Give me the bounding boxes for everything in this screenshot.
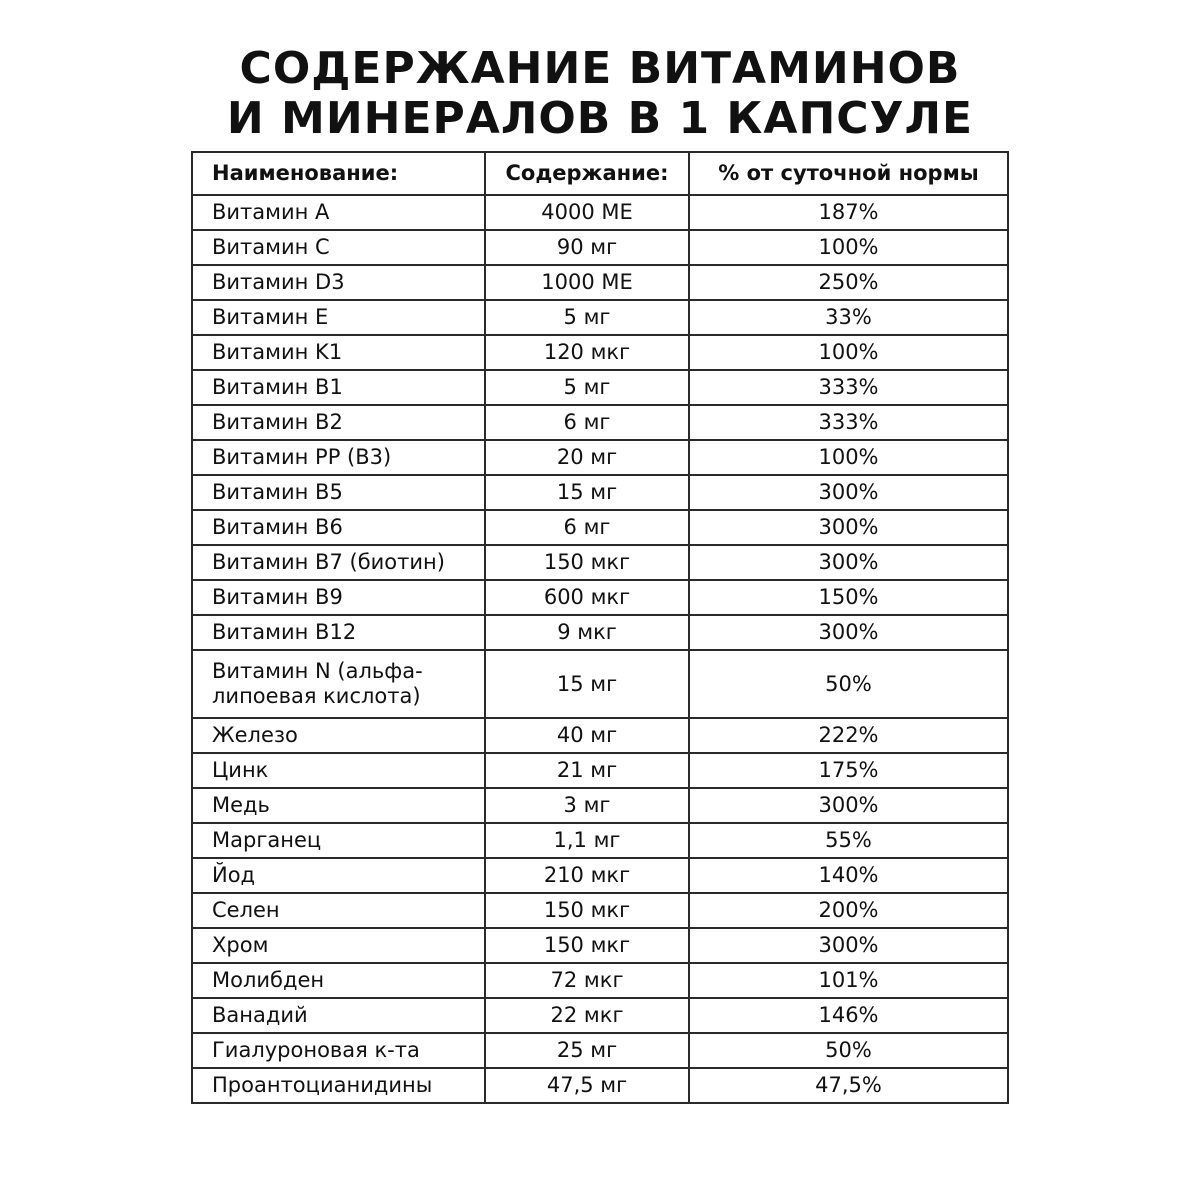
page-title xyxy=(0,44,1200,144)
cell-content: 47,5 мг xyxy=(485,1068,689,1103)
cell-content: 15 мг xyxy=(485,475,689,510)
cell-name: Ванадий xyxy=(192,998,485,1033)
table-row xyxy=(192,545,1008,580)
cell-content: 5 мг xyxy=(485,370,689,405)
cell-name: Витамин B9 xyxy=(192,580,485,615)
table-row xyxy=(192,265,1008,300)
table-row xyxy=(192,718,1008,753)
table-row xyxy=(192,475,1008,510)
cell-daily-percent: 33% xyxy=(689,300,1008,335)
cell-daily-percent: 187% xyxy=(689,195,1008,230)
cell-content: 5 мг xyxy=(485,300,689,335)
cell-content: 150 мкг xyxy=(485,928,689,963)
title-line-1: СОДЕРЖАНИЕ ВИТАМИНОВ xyxy=(239,43,961,94)
table-body xyxy=(192,195,1008,1103)
cell-daily-percent: 333% xyxy=(689,370,1008,405)
cell-daily-percent: 300% xyxy=(689,928,1008,963)
cell-name: Витамин B2 xyxy=(192,405,485,440)
cell-content: 1000 МЕ xyxy=(485,265,689,300)
cell-content: 600 мкг xyxy=(485,580,689,615)
table-row xyxy=(192,858,1008,893)
table-row xyxy=(192,753,1008,788)
cell-name: Железо xyxy=(192,718,485,753)
cell-content: 20 мг xyxy=(485,440,689,475)
table-row xyxy=(192,300,1008,335)
cell-daily-percent: 300% xyxy=(689,510,1008,545)
table-row xyxy=(192,440,1008,475)
cell-name: Цинк xyxy=(192,753,485,788)
table-row xyxy=(192,615,1008,650)
cell-content: 3 мг xyxy=(485,788,689,823)
header-name: Наименование: xyxy=(192,152,485,195)
cell-content: 1,1 мг xyxy=(485,823,689,858)
cell-name: Витамин D3 xyxy=(192,265,485,300)
table-row xyxy=(192,1068,1008,1103)
cell-daily-percent: 222% xyxy=(689,718,1008,753)
table-row xyxy=(192,335,1008,370)
cell-daily-percent: 250% xyxy=(689,265,1008,300)
cell-name: Витамин K1 xyxy=(192,335,485,370)
cell-daily-percent: 100% xyxy=(689,230,1008,265)
cell-content: 22 мкг xyxy=(485,998,689,1033)
cell-name: Витамин С xyxy=(192,230,485,265)
table-header-row xyxy=(192,152,1008,195)
title-line-2: И МИНЕРАЛОВ В 1 КАПСУЛЕ xyxy=(226,93,974,144)
table-row xyxy=(192,1033,1008,1068)
cell-content: 72 мкг xyxy=(485,963,689,998)
cell-daily-percent: 100% xyxy=(689,440,1008,475)
cell-name: Витамин B5 xyxy=(192,475,485,510)
cell-daily-percent: 55% xyxy=(689,823,1008,858)
cell-daily-percent: 300% xyxy=(689,615,1008,650)
cell-daily-percent: 300% xyxy=(689,788,1008,823)
cell-name: Медь xyxy=(192,788,485,823)
cell-content: 6 мг xyxy=(485,510,689,545)
header-content: Содержание: xyxy=(485,152,689,195)
cell-daily-percent: 50% xyxy=(689,1033,1008,1068)
cell-daily-percent: 101% xyxy=(689,963,1008,998)
cell-name: Молибден xyxy=(192,963,485,998)
table-row xyxy=(192,580,1008,615)
cell-content: 25 мг xyxy=(485,1033,689,1068)
cell-content: 40 мг xyxy=(485,718,689,753)
nutrition-table xyxy=(191,151,1009,1104)
table-row xyxy=(192,195,1008,230)
table-row xyxy=(192,928,1008,963)
cell-daily-percent: 146% xyxy=(689,998,1008,1033)
cell-name: Проантоцианидины xyxy=(192,1068,485,1103)
header-daily-percent: % от суточной нормы xyxy=(689,152,1008,195)
cell-content: 6 мг xyxy=(485,405,689,440)
cell-content: 4000 МЕ xyxy=(485,195,689,230)
cell-content: 21 мг xyxy=(485,753,689,788)
cell-content: 90 мг xyxy=(485,230,689,265)
table-row xyxy=(192,405,1008,440)
cell-daily-percent: 150% xyxy=(689,580,1008,615)
cell-name: Йод xyxy=(192,858,485,893)
table-row xyxy=(192,650,1008,718)
cell-name: Витамин B6 xyxy=(192,510,485,545)
cell-content: 15 мг xyxy=(485,650,689,718)
table-row xyxy=(192,963,1008,998)
cell-daily-percent: 100% xyxy=(689,335,1008,370)
cell-name: Витамин А xyxy=(192,195,485,230)
cell-daily-percent: 333% xyxy=(689,405,1008,440)
cell-content: 9 мкг xyxy=(485,615,689,650)
cell-content: 150 мкг xyxy=(485,893,689,928)
cell-daily-percent: 200% xyxy=(689,893,1008,928)
cell-daily-percent: 140% xyxy=(689,858,1008,893)
cell-name: Гиалуроновая к-та xyxy=(192,1033,485,1068)
cell-name: Витамин PP (B3) xyxy=(192,440,485,475)
cell-content: 120 мкг xyxy=(485,335,689,370)
table-row xyxy=(192,230,1008,265)
cell-content: 210 мкг xyxy=(485,858,689,893)
table-row xyxy=(192,998,1008,1033)
cell-content: 150 мкг xyxy=(485,545,689,580)
cell-name: Витамин N (альфа-липоевая кислота) xyxy=(192,650,485,718)
cell-name: Марганец xyxy=(192,823,485,858)
cell-name: Витамин B1 xyxy=(192,370,485,405)
cell-name: Витамин B12 xyxy=(192,615,485,650)
cell-name: Витамин Е xyxy=(192,300,485,335)
table-row xyxy=(192,823,1008,858)
table-row xyxy=(192,788,1008,823)
table-row xyxy=(192,893,1008,928)
cell-daily-percent: 300% xyxy=(689,475,1008,510)
cell-name: Селен xyxy=(192,893,485,928)
cell-daily-percent: 47,5% xyxy=(689,1068,1008,1103)
cell-name: Витамин B7 (биотин) xyxy=(192,545,485,580)
table-row xyxy=(192,510,1008,545)
cell-daily-percent: 50% xyxy=(689,650,1008,718)
cell-daily-percent: 175% xyxy=(689,753,1008,788)
cell-name: Хром xyxy=(192,928,485,963)
cell-daily-percent: 300% xyxy=(689,545,1008,580)
table-row xyxy=(192,370,1008,405)
